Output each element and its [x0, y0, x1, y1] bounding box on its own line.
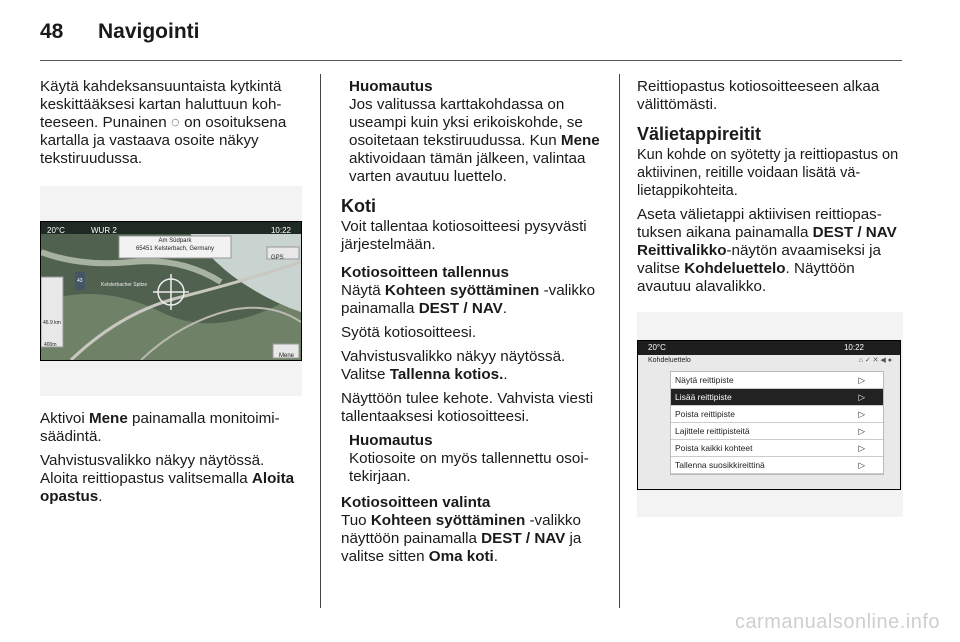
- valietappi-text: Kun kohde on syötetty ja reittiopastus on aktiivinen, reitille voidaan lisätä välietappikohteita.: [637, 147, 899, 199]
- watermark: carmanualsonline.info: [734, 611, 940, 633]
- chevron-right-icon: ▷: [858, 409, 865, 419]
- menu-item-label: Lisää reittipiste: [675, 392, 732, 402]
- menu-temp: 20°C: [648, 343, 666, 352]
- heading-valietappi: Välietappireitit: [637, 124, 762, 144]
- menu-item-label: Lajittele reittipisteitä: [675, 426, 750, 436]
- menu-list: [670, 371, 884, 475]
- menu-item-label: Näytä reittipiste: [675, 375, 734, 385]
- map-address-line2: 65451 Kelsterbach, Germany: [135, 246, 215, 252]
- map-gps-button[interactable]: GPS: [271, 255, 284, 261]
- heading-tallennus: Kotiosoitteen tallennus: [341, 264, 509, 281]
- chevron-right-icon: ▷: [858, 392, 865, 402]
- tallennus-step-2: Syötä kotiosoitteesi.: [341, 324, 477, 341]
- menu-item[interactable]: [671, 389, 883, 406]
- tallennus-step-3: Vahvistusvalikko näkyy näytössä. Valitse Tallenna kotios..: [341, 348, 566, 383]
- menu-item-label: Poista reittipiste: [675, 409, 735, 419]
- menu-item[interactable]: [671, 372, 883, 389]
- header-rule: [40, 60, 902, 61]
- confirm-paragraph: Vahvistusvalikko näkyy näytössä. Aloita reittiopastus valitsemalla Aloita opastus.: [40, 452, 295, 505]
- valinta-text: Tuo Kohteen syöttäminen -valikko näyttöön painamalla DEST / NAV ja valitse sitten Oma koti.: [341, 512, 582, 565]
- map-address: [121, 237, 229, 253]
- column-2: [341, 78, 603, 572]
- page-title: Navigointi: [98, 20, 200, 43]
- column-1: [40, 78, 302, 512]
- tallennus-step-4: Näyttöön tulee kehote. Vahvista viesti tallentaaksesi kotiosoitteesi.: [341, 390, 594, 425]
- note-2-text: Kotiosoite on myös tallennettu osoitekirjaan.: [349, 450, 589, 485]
- map-distance: 46.9 km: [43, 320, 61, 326]
- page-header: [40, 20, 200, 44]
- map-road-number: 43: [75, 272, 85, 290]
- chevron-right-icon: ▷: [858, 375, 865, 385]
- map-street: WUR 2: [91, 226, 117, 235]
- menu-title: Kohdeluettelo: [648, 357, 691, 364]
- map-screen: [40, 221, 302, 361]
- note-2: [341, 432, 603, 486]
- page-number: 48: [40, 20, 64, 43]
- menu-item[interactable]: [671, 457, 883, 474]
- column-divider-2: [619, 74, 620, 608]
- chevron-right-icon: ▷: [858, 460, 865, 470]
- column-divider-1: [320, 74, 321, 608]
- menu-item-label: Poista kaikki kohteet: [675, 443, 753, 453]
- map-address-line1: Am Südpark: [158, 238, 192, 244]
- note-2-title: Huomautus: [349, 432, 433, 449]
- menu-item[interactable]: [671, 440, 883, 457]
- chevron-right-icon: ▷: [858, 426, 865, 436]
- heading-koti: Koti: [341, 196, 376, 216]
- menu-time: 10:22: [843, 343, 864, 352]
- map-scale: 400m: [44, 342, 57, 348]
- map-figure: [40, 186, 302, 396]
- note-1-title: Huomautus: [349, 78, 433, 95]
- note-1: [341, 78, 603, 186]
- intro-paragraph: Käytä kahdeksansuuntaista kytkintä keskittääksesi kartan haluttuun kohteeseen. Punainen ◌ on osoituksena kartalla ja vastaava osoite näkyy tekstiruudussa.: [40, 78, 287, 167]
- tallennus-step-1: Näytä Kohteen syöttäminen -valikko painamalla DEST / NAV.: [341, 282, 596, 317]
- chevron-right-icon: ▷: [858, 443, 865, 453]
- map-time: 10:22: [270, 226, 291, 235]
- map-menu-button[interactable]: Mene: [279, 353, 295, 359]
- note-1-text: Jos valitussa karttakohdassa on useampi kuin yksi erikoiskohde, se osoitetaan tekstiruudussa. Kun Mene aktivoidaan tämän jälkeen, valintaa varten avautuu luettelo.: [349, 96, 600, 185]
- menu-item-label: Tallenna suosikkireittinä: [675, 460, 765, 470]
- menu-title-bar: [638, 355, 900, 367]
- route-start-text: Reittiopastus kotiosoitteeseen alkaa välittömästi.: [637, 78, 880, 113]
- map-temp: 20°C: [47, 226, 65, 235]
- menu-item[interactable]: [671, 406, 883, 423]
- heading-valinta: Kotiosoitteen valinta: [341, 494, 491, 511]
- activate-paragraph: Aktivoi Mene painamalla monitoimisäädintä.: [40, 410, 280, 445]
- menu-status-bar: [638, 341, 900, 355]
- status-icons: ⌂ ✓ ✕ ◀ ●: [858, 357, 892, 364]
- menu-screen: [637, 340, 901, 490]
- valietappi-steps: Aseta välietappi aktiivisen reittiopastuksen aikana painamalla DEST / NAV Reittivalikko-näytön avaamiseksi ja valitse Kohdeluettelo. Näyttöön avautuu alavalikko.: [637, 206, 897, 295]
- column-3: [637, 78, 903, 517]
- map-place-label: Kelsterbacher Spitze: [101, 282, 148, 288]
- menu-item[interactable]: [671, 423, 883, 440]
- menu-figure: [637, 312, 903, 517]
- koti-text: Voit tallentaa kotiosoitteesi pysyvästi järjestelmään.: [341, 218, 587, 253]
